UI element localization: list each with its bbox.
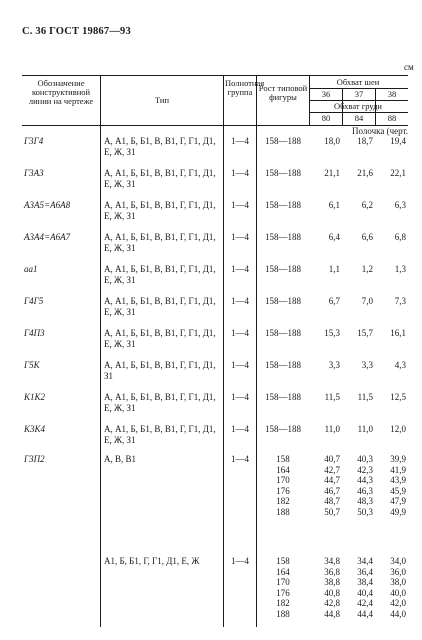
row-value-3: 6,8	[394, 232, 406, 242]
row-height: 158—188	[265, 360, 301, 370]
unit-label: см	[404, 62, 414, 72]
block-value-1: 38,8	[324, 577, 340, 587]
block-height: 170	[276, 577, 290, 587]
block-value-1: 40,7	[324, 454, 340, 464]
row-value-3: 7,3	[394, 296, 406, 306]
row-group: 1—4	[231, 328, 249, 338]
block-value-1: 34,8	[324, 556, 340, 566]
neck-value-3: 38	[387, 89, 397, 99]
block-value-2: 44,4	[357, 608, 373, 619]
row-designation: Г3Г4	[24, 136, 44, 146]
col-divider-2	[223, 75, 224, 627]
row-type: А, А1, Б, Б1, В, В1, Г, Г1, Д1, Е, Ж, З1	[104, 328, 216, 349]
block-designation: Г3П2	[24, 454, 45, 464]
row-type: А, А1, Б, Б1, В, В1, Г, Г1, Д1, Е, Ж, З1	[104, 424, 216, 445]
block-value-2: 40,4	[357, 587, 373, 598]
page-header: С. 36 ГОСТ 19867—93	[22, 26, 131, 37]
row-designation: Г5К	[24, 360, 40, 370]
row-value-2: 11,0	[357, 424, 373, 434]
header-chest-group: Обхват груди	[334, 101, 382, 111]
block-value-2: 36,4	[357, 566, 373, 577]
chest-value-2: 84	[354, 113, 364, 123]
block-value-2: 46,3	[357, 485, 373, 496]
row-height: 158—188	[265, 168, 301, 178]
row-type: А, А1, Б, Б1, В, В1, Г, Г1, Д1, Е, Ж, З1	[104, 264, 216, 285]
row-height: 158—188	[265, 328, 301, 338]
row-group: 1—4	[231, 424, 249, 434]
row-value-3: 12,0	[390, 424, 406, 434]
row-value-1: 11,5	[324, 392, 340, 402]
row-group: 1—4	[231, 136, 249, 146]
row-height: 158—188	[265, 136, 301, 146]
row-designation: А3А4=А6А7	[24, 232, 71, 242]
header-type: Тип	[154, 95, 170, 105]
row-value-2: 15,7	[357, 328, 373, 338]
block-value-1: 46,7	[324, 485, 340, 496]
row-type: А, А1, Б, Б1, В, В1, Г, Г1, Д1, Е, Ж, З1	[104, 168, 216, 189]
block-value-3: 45,9	[390, 485, 406, 496]
row-type: А, А1, Б, Б1, В, В1, Г, Г1, Д1, Е, Ж, З1	[104, 200, 216, 221]
row-designation: К1К2	[24, 392, 45, 402]
row-group: 1—4	[231, 360, 249, 370]
row-type: А, А1, Б, Б1, В, В1, Г, Г1, Д1, З1	[104, 360, 216, 381]
row-type: А, А1, Б, Б1, В, В1, Г, Г1, Д1, Е, Ж, З1	[104, 392, 216, 413]
row-designation: аа1	[24, 264, 38, 274]
block-value-2: 42,4	[357, 598, 373, 608]
block-value-1: 44,8	[324, 608, 340, 619]
block-height: 170	[276, 475, 290, 485]
block-value-2: 34,4	[357, 556, 373, 566]
row-group: 1—4	[231, 264, 249, 274]
row-value-1: 18,0	[324, 136, 340, 146]
block-height: 176	[276, 485, 290, 496]
row-value-1: 3,3	[328, 360, 340, 370]
row-value-2: 18,7	[357, 136, 373, 146]
block-group: 1—4	[231, 556, 249, 566]
row-type: А, А1, Б, Б1, В, В1, Г, Г1, Д1, Е, Ж, З1	[104, 232, 216, 253]
block-value-3: 40,0	[390, 587, 406, 598]
block-value-3: 43,9	[390, 475, 406, 485]
row-group: 1—4	[231, 232, 249, 242]
row-value-3: 22,1	[390, 168, 406, 178]
table-header-bottom-rule	[22, 125, 408, 126]
block-value-2: 38,4	[357, 577, 373, 587]
block-height: 188	[276, 506, 290, 517]
row-height: 158—188	[265, 424, 301, 434]
row-value-3: 19,4	[390, 136, 406, 146]
block-value-1: 42,8	[324, 598, 340, 608]
block-value-2: 44,3	[357, 475, 373, 485]
block-height: 164	[276, 464, 290, 475]
block-value-3: 44,0	[390, 608, 406, 619]
row-height: 158—188	[265, 264, 301, 274]
header-height: Рост типовой фигуры	[258, 83, 308, 102]
block-height: 158	[276, 556, 290, 566]
row-value-3: 4,3	[394, 360, 406, 370]
neck-value-1: 36	[321, 89, 331, 99]
row-value-3: 1,3	[394, 264, 406, 274]
block-height: 188	[276, 608, 290, 619]
header-group: Полнотная группа	[225, 78, 265, 97]
row-value-1: 1,1	[328, 264, 340, 274]
block-value-3: 34,0	[390, 556, 406, 566]
block-value-2: 48,3	[357, 496, 373, 506]
row-value-1: 6,4	[328, 232, 340, 242]
row-value-2: 6,2	[361, 200, 373, 210]
block-value-3: 38,0	[390, 577, 406, 587]
col-divider-3	[256, 75, 257, 627]
block-value-1: 44,7	[324, 475, 340, 485]
block-value-1: 36,8	[324, 566, 340, 577]
row-value-1: 21,1	[324, 168, 340, 178]
block-height: 176	[276, 587, 290, 598]
sub-divider-2	[375, 88, 376, 126]
header-neck-group: Обхват шеи	[336, 77, 380, 87]
row-height: 158—188	[265, 392, 301, 402]
sub-divider-1	[342, 88, 343, 126]
chest-value-1: 80	[321, 113, 331, 123]
block-value-3: 42,0	[390, 598, 406, 608]
block-value-3: 47,9	[390, 496, 406, 506]
block-value-2: 40,3	[357, 454, 373, 464]
block-value-1: 50,7	[324, 506, 340, 517]
row-value-2: 6,6	[361, 232, 373, 242]
section-title: Полочка (черт.	[352, 126, 409, 136]
row-height: 158—188	[265, 232, 301, 242]
row-value-2: 1,2	[361, 264, 373, 274]
block-value-1: 40,8	[324, 587, 340, 598]
row-designation: Г4Г5	[24, 296, 44, 306]
row-type: А, А1, Б, Б1, В, В1, Г, Г1, Д1, Е, Ж, З1	[104, 296, 216, 317]
header-designation: Обозначение конструктивной линии на чертеже	[28, 78, 94, 106]
row-group: 1—4	[231, 200, 249, 210]
block-type: А, В, В1	[104, 454, 137, 464]
row-type: А, А1, Б, Б1, В, В1, Г, Г1, Д1, Е, Ж, З1	[104, 136, 216, 157]
row-group: 1—4	[231, 168, 249, 178]
block-group: 1—4	[231, 454, 249, 464]
block-value-3: 41,9	[390, 464, 406, 475]
col-divider-1	[100, 75, 101, 627]
block-type: А1, Б, Б1, Г, Г1, Д1, Е, Ж	[104, 556, 200, 566]
block-height: 164	[276, 566, 290, 577]
block-height: 182	[276, 598, 290, 608]
row-group: 1—4	[231, 296, 249, 306]
row-designation: К3К4	[24, 424, 45, 434]
block-height: 182	[276, 496, 290, 506]
block-value-2: 42,3	[357, 464, 373, 475]
row-designation: Г4П3	[24, 328, 45, 338]
row-value-1: 6,1	[328, 200, 340, 210]
row-group: 1—4	[231, 392, 249, 402]
block-value-3: 36,0	[390, 566, 406, 577]
row-value-3: 12,5	[390, 392, 406, 402]
block-value-2: 50,3	[357, 506, 373, 517]
row-value-1: 15,3	[324, 328, 340, 338]
block-height: 158	[276, 454, 290, 464]
row-value-3: 6,3	[394, 200, 406, 210]
row-height: 158—188	[265, 296, 301, 306]
chest-value-3: 88	[387, 113, 397, 123]
block-value-1: 42,7	[324, 464, 340, 475]
block-value-1: 48,7	[324, 496, 340, 506]
row-value-2: 3,3	[361, 360, 373, 370]
row-height: 158—188	[265, 200, 301, 210]
row-designation: А3А5=А6А8	[24, 200, 71, 210]
row-value-2: 21,6	[357, 168, 373, 178]
row-value-1: 11,0	[324, 424, 340, 434]
neck-value-2: 37	[354, 89, 364, 99]
block-value-3: 49,9	[390, 506, 406, 517]
row-value-2: 7,0	[361, 296, 373, 306]
table-top-rule	[22, 75, 408, 76]
row-value-3: 16,1	[390, 328, 406, 338]
row-value-2: 11,5	[357, 392, 373, 402]
row-value-1: 6,7	[328, 296, 340, 306]
row-designation: Г3А3	[24, 168, 44, 178]
block-value-3: 39,9	[390, 454, 406, 464]
